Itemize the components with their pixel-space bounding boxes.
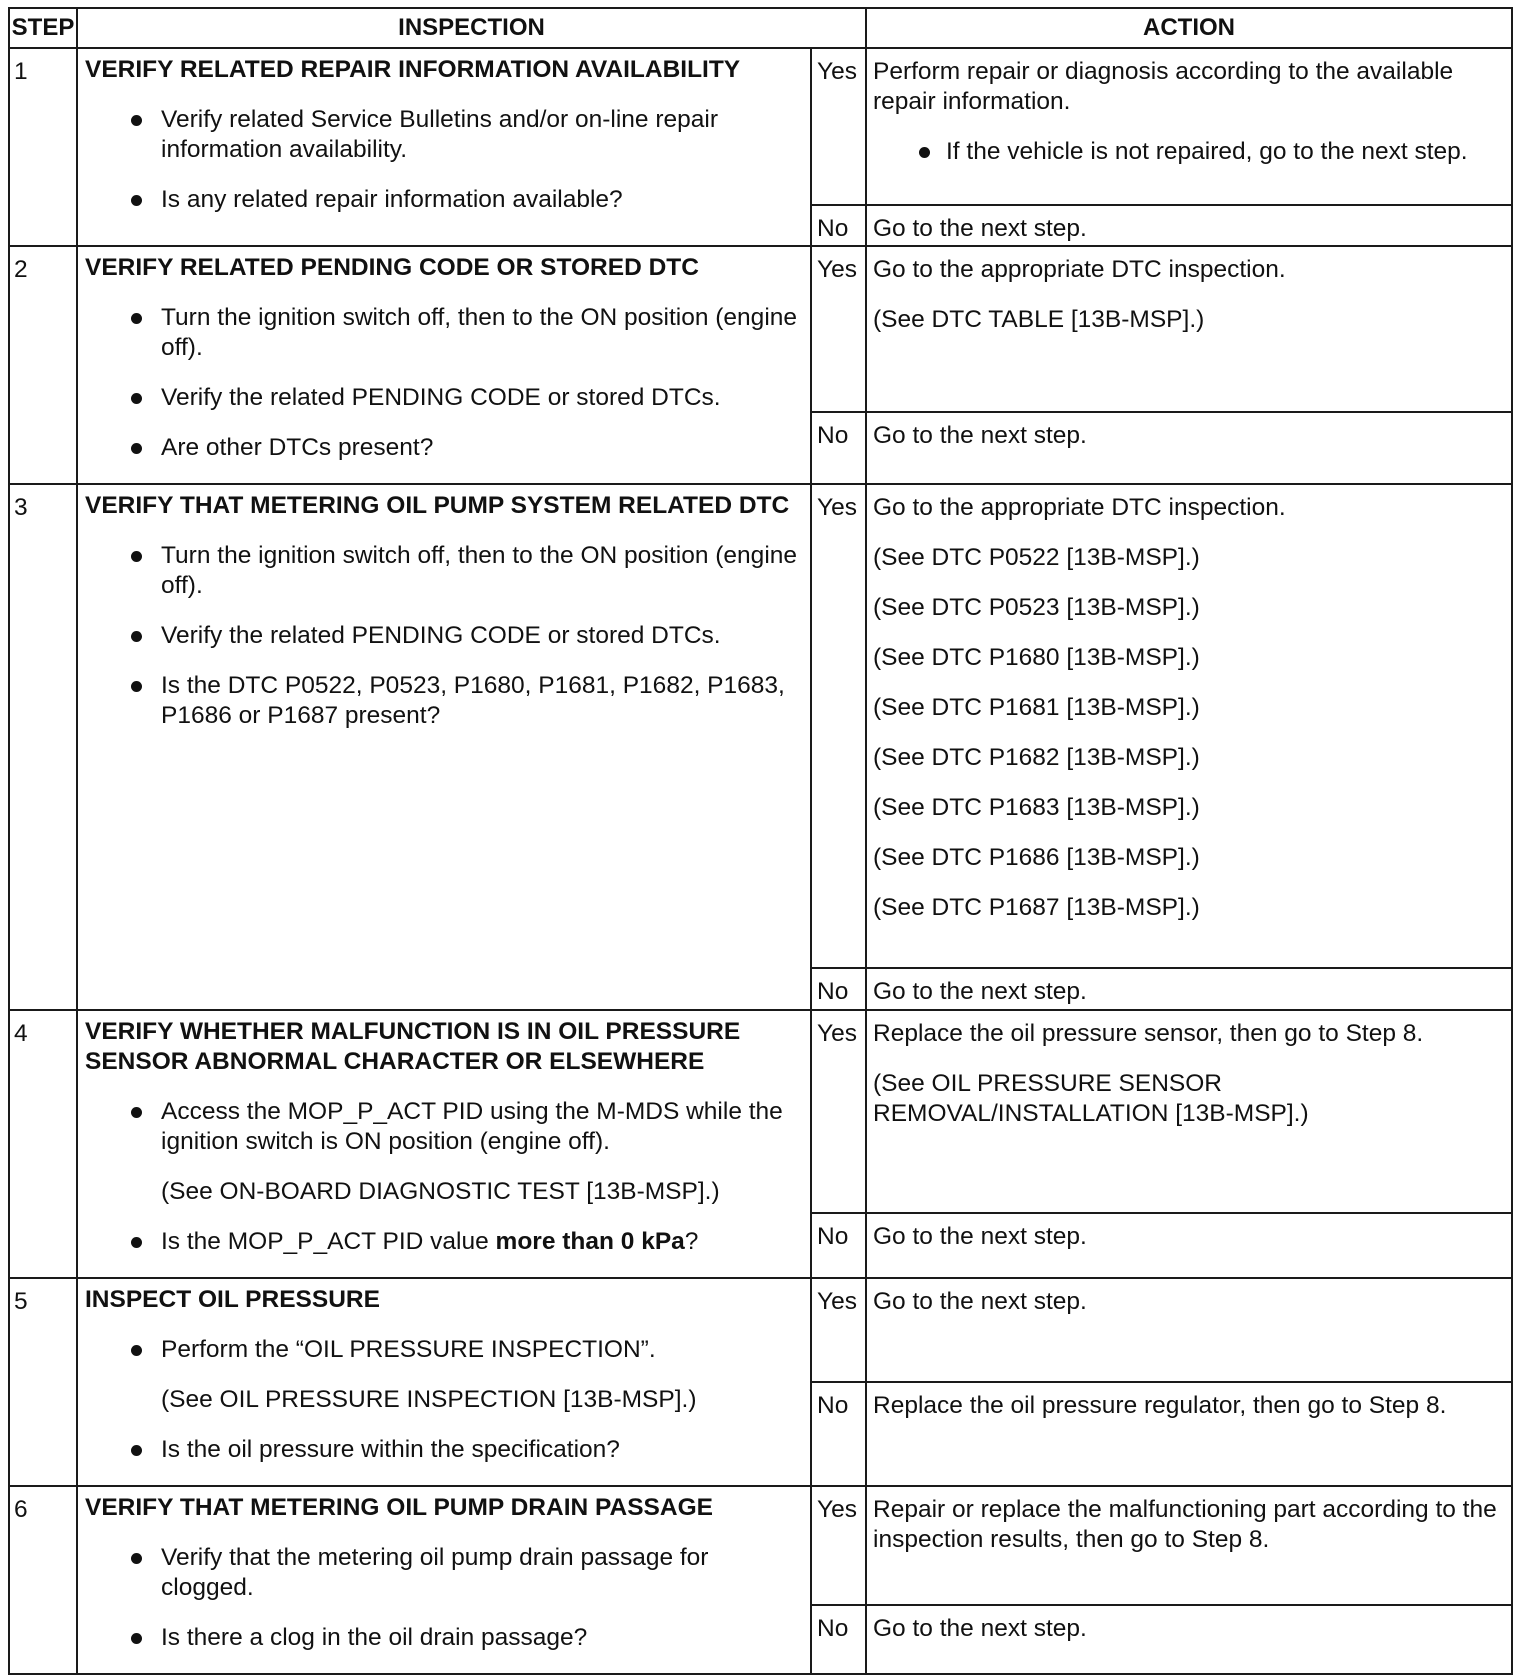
inspection-cell (77, 1010, 811, 1278)
inspection-item-text: ? (684, 1228, 699, 1255)
inspection-title: VERIFY RELATED REPAIR INFORMATION AVAILABILITY (85, 56, 741, 83)
no-action: Go to the next step. (866, 205, 1512, 246)
step-number: 1 (9, 48, 77, 246)
yes-label: Yes (811, 1278, 866, 1382)
header-action: ACTION (866, 8, 1512, 48)
no-label: No (811, 968, 866, 1010)
inspection-item: Is there a clog in the oil drain passage? (85, 1623, 804, 1653)
inspection-cell (77, 1278, 811, 1486)
inspection-item: Verify the related PENDING CODE or stored DTCs. (85, 621, 804, 651)
action-text: Go to the next step. (873, 1288, 1087, 1315)
dtc-reference: (See DTC P1682 [13B-MSP].) (873, 744, 1200, 771)
inspection-list (85, 303, 804, 463)
yes-action (866, 1278, 1512, 1382)
dtc-reference: (See DTC P0523 [13B-MSP].) (873, 594, 1200, 621)
inspection-item: Perform the “OIL PRESSURE INSPECTION”. (85, 1335, 804, 1365)
inspection-item: Verify related Service Bulletins and/or on-line repair information availability. (85, 105, 804, 165)
step-number: 6 (9, 1486, 77, 1674)
no-action: Go to the next step. (866, 968, 1512, 1010)
yes-label: Yes (811, 246, 866, 412)
no-label: No (811, 1213, 866, 1278)
no-label: No (811, 1382, 866, 1486)
action-text: Go to the appropriate DTC inspection. (873, 494, 1286, 521)
table-row (9, 246, 1512, 412)
action-text: Go to the appropriate DTC inspection. (873, 256, 1286, 283)
inspection-item: Are other DTCs present? (85, 433, 804, 463)
yes-label: Yes (811, 48, 866, 205)
header-inspection: INSPECTION (77, 8, 866, 48)
no-label: No (811, 1605, 866, 1674)
inspection-list (85, 541, 804, 731)
inspection-item: Turn the ignition switch off, then to the ON position (engine off). (85, 541, 804, 601)
action-text: (See OIL PRESSURE SENSOR REMOVAL/INSTALLATION [13B-MSP].) (873, 1070, 1309, 1127)
inspection-item (85, 1227, 804, 1257)
inspection-title: INSPECT OIL PRESSURE (85, 1286, 380, 1313)
inspection-title: VERIFY WHETHER MALFUNCTION IS IN OIL PRESSURE SENSOR ABNORMAL CHARACTER OR ELSEWHERE (85, 1018, 741, 1075)
inspection-cell (77, 1486, 811, 1674)
inspection-list (85, 1097, 804, 1257)
dtc-reference: (See DTC P0522 [13B-MSP].) (873, 544, 1200, 571)
inspection-list (85, 105, 804, 215)
action-text: Perform repair or diagnosis according to the available repair information. (873, 58, 1454, 115)
dtc-reference: (See DTC P1683 [13B-MSP].) (873, 794, 1200, 821)
step-number: 5 (9, 1278, 77, 1486)
yes-action (866, 48, 1512, 205)
inspection-cell (77, 48, 811, 246)
action-text: (See DTC TABLE [13B-MSP].) (873, 306, 1205, 333)
yes-label: Yes (811, 1486, 866, 1605)
inspection-note: (See ON-BOARD DIAGNOSTIC TEST [13B-MSP].) (161, 1178, 720, 1205)
table-row (9, 48, 1512, 205)
no-action: Go to the next step. (866, 1605, 1512, 1674)
inspection-list (85, 1543, 804, 1653)
no-action: Go to the next step. (866, 412, 1512, 484)
table-row (9, 484, 1512, 968)
no-action: Replace the oil pressure regulator, then go to Step 8. (866, 1382, 1512, 1486)
table-row (9, 1010, 1512, 1213)
yes-action (866, 246, 1512, 412)
dtc-reference: (See DTC P1681 [13B-MSP].) (873, 694, 1200, 721)
inspection-list (85, 1335, 804, 1465)
header-step: STEP (9, 8, 77, 48)
step-number: 2 (9, 246, 77, 484)
no-label: No (811, 412, 866, 484)
inspection-note: (See OIL PRESSURE INSPECTION [13B-MSP].) (161, 1386, 697, 1413)
inspection-title: VERIFY THAT METERING OIL PUMP DRAIN PASSAGE (85, 1494, 713, 1521)
inspection-item: Access the MOP_P_ACT PID using the M-MDS while the ignition switch is ON position (engine off). (85, 1097, 804, 1157)
inspection-item-text: Is the MOP_P_ACT PID value (161, 1228, 496, 1255)
action-text: Replace the oil pressure sensor, then go to Step 8. (873, 1020, 1424, 1047)
dtc-reference: (See DTC P1686 [13B-MSP].) (873, 844, 1200, 871)
inspection-cell (77, 484, 811, 1010)
step-number: 4 (9, 1010, 77, 1278)
table-row (9, 1278, 1512, 1382)
inspection-item: Verify the related PENDING CODE or stored DTCs. (85, 383, 804, 413)
no-label: No (811, 205, 866, 246)
inspection-item-emphasis: more than 0 kPa (495, 1228, 685, 1255)
inspection-title: VERIFY THAT METERING OIL PUMP SYSTEM RELATED DTC (85, 492, 790, 519)
action-bullet: If the vehicle is not repaired, go to the next step. (873, 137, 1505, 167)
dtc-reference: (See DTC P1687 [13B-MSP].) (873, 894, 1200, 921)
yes-label: Yes (811, 484, 866, 968)
table-row (9, 1486, 1512, 1605)
yes-action (866, 1486, 1512, 1605)
inspection-item: Verify that the metering oil pump drain passage for clogged. (85, 1543, 804, 1603)
inspection-item: Is the DTC P0522, P0523, P1680, P1681, P1682, P1683, P1686 or P1687 present? (85, 671, 804, 731)
inspection-item: Is the oil pressure within the specification? (85, 1435, 804, 1465)
action-text: Repair or replace the malfunctioning part according to the inspection results, then go to Step 8. (873, 1496, 1497, 1553)
step-number: 3 (9, 484, 77, 1010)
inspection-title: VERIFY RELATED PENDING CODE OR STORED DTC (85, 254, 699, 281)
no-action: Go to the next step. (866, 1213, 1512, 1278)
dtc-reference: (See DTC P1680 [13B-MSP].) (873, 644, 1200, 671)
inspection-cell (77, 246, 811, 484)
inspection-item: Is any related repair information available? (85, 185, 804, 215)
table-header-row (9, 8, 1512, 48)
yes-label: Yes (811, 1010, 866, 1213)
yes-action (866, 1010, 1512, 1213)
yes-action (866, 484, 1512, 968)
diagnostic-table (8, 7, 1513, 1675)
inspection-item: Turn the ignition switch off, then to the ON position (engine off). (85, 303, 804, 363)
